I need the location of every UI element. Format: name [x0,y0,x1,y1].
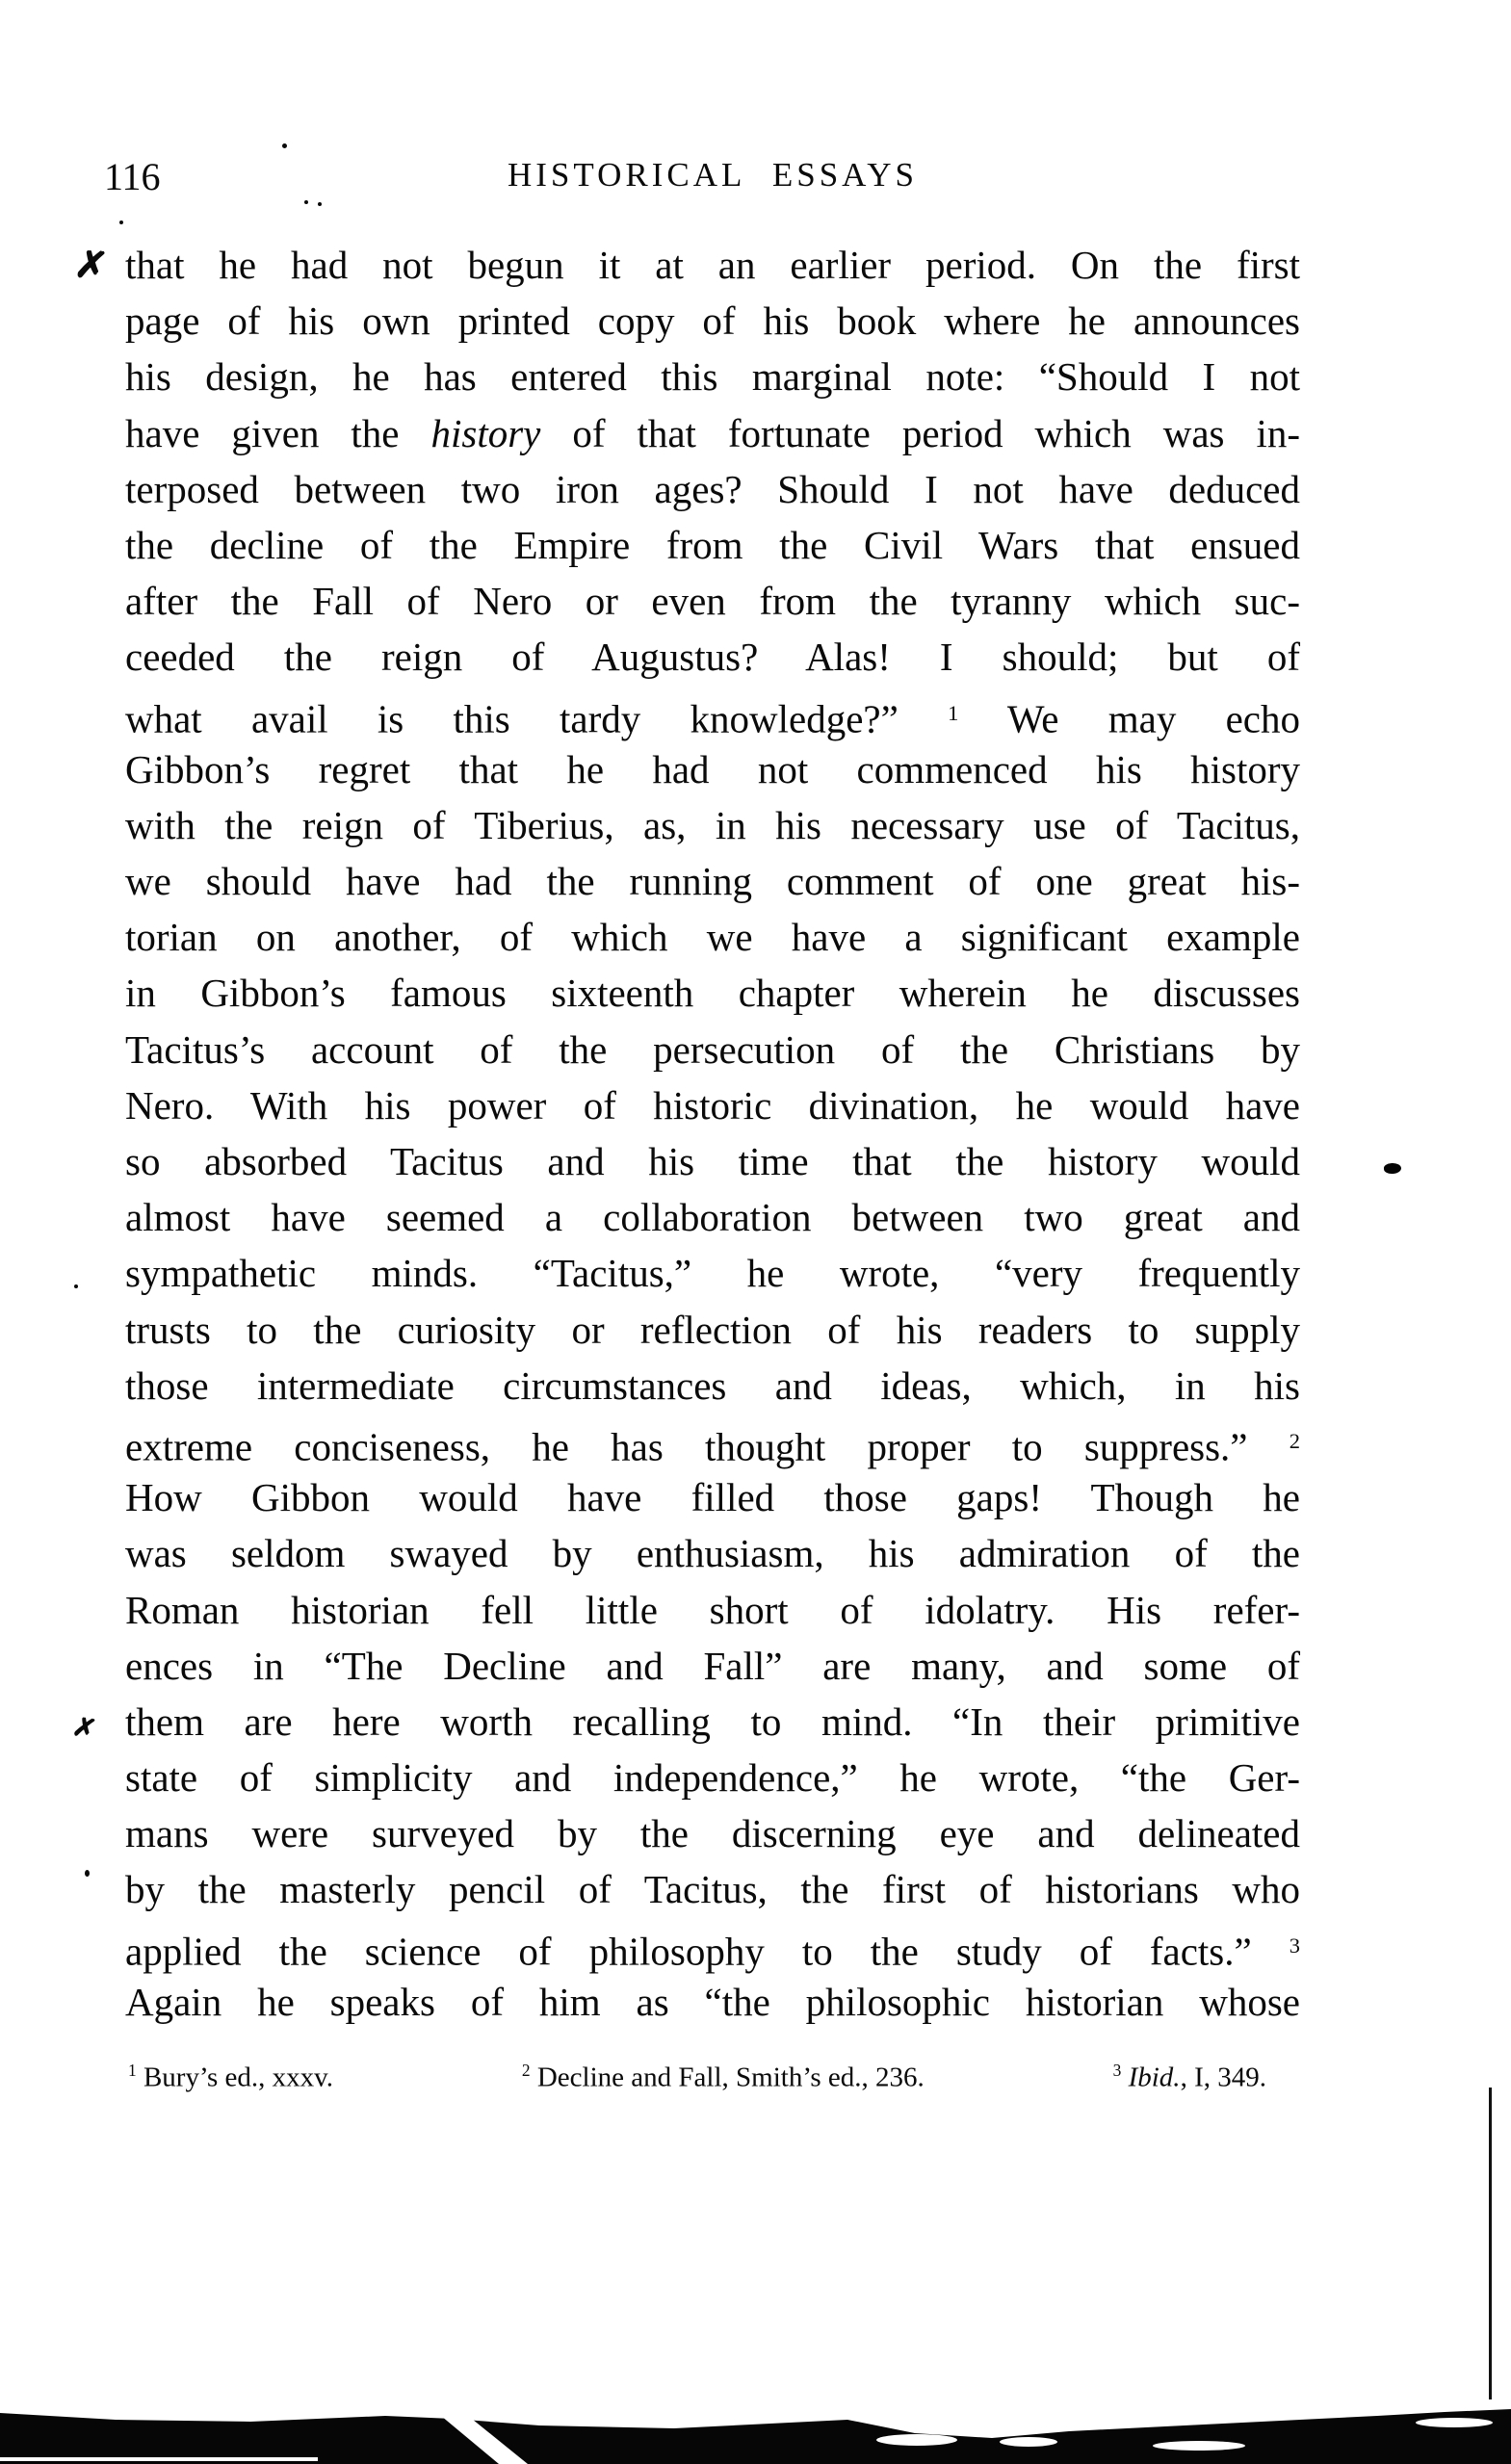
page-header [0,154,1511,206]
footnote-item: $^3$ Ibid., I, 349. [1112,2061,1266,2093]
scan-black-bar [0,2373,1511,2464]
scan-line-artifact [1489,2088,1492,2399]
text-line: page of his own printed copy of his book where he announces [125,298,1300,344]
text-line: the decline of the Empire from the Civil Wars that ensued [125,522,1300,567]
text-line: that he had not begun it at an earlier period. On the first [125,243,1300,287]
running-title: HISTORICAL ESSAYS [508,156,918,194]
text-line: almost have seemed a collaboration between two great and [125,1195,1300,1240]
text-line: in Gibbon’s famous sixteenth chapter wherein he discusses [125,971,1300,1016]
text-line: How Gibbon would have filled those gaps! Though he [125,1475,1300,1520]
scan-speck [119,220,123,224]
footnotes [128,2051,1266,2096]
scan-speck [318,202,322,206]
scan-speck [304,200,308,204]
text-line: those intermediate circumstances and ideas, which, in his [125,1362,1300,1408]
page-number: 116 [104,155,161,198]
text-line: terposed between two iron ages? Should I not have deduced [125,466,1300,511]
text-line: by the masterly pencil of Tacitus, the first of historians who [125,1867,1300,1912]
ink-dot-artifact [1384,1162,1402,1174]
handwritten-x-mark-icon: ✗ [72,241,111,290]
text-line: applied the science of philosophy to the study of facts.” $^3$ [125,1929,1300,1974]
text-line: trusts to the curiosity or reflection of his readers to supply [125,1307,1300,1352]
text-line: torian on another, of which we have a significant example [125,915,1300,960]
text-line: have given the history of that fortunate period which was in- [125,410,1300,455]
footnote-item: $^1$ Bury’s ed., xxxv. [128,2061,334,2093]
scan-speck [282,143,287,148]
text-line: them are here worth recalling to mind. “In their primitive [125,1699,1300,1744]
text-line: Nero. With his power of historic divination, he would have [125,1082,1300,1128]
text-line: his design, he has entered this marginal note: “Should I not [125,354,1300,400]
text-line: with the reign of Tiberius, as, in his necessary use of Tacitus, [125,802,1300,847]
text-line: what avail is this tardy knowledge?” $^1$ We may echo [125,695,1301,740]
text-line: sympathetic minds. “Tacitus,” he wrote, “very frequently [125,1251,1300,1296]
text-line: extreme conciseness, he has thought proper to suppress.” $^2$ [125,1424,1300,1469]
footnote-item: $^2$ Decline and Fall, Smith’s ed., 236. [521,2061,925,2093]
text-line: ences in “The Decline and Fall” are many, and some of [125,1643,1300,1688]
text-line: state of simplicity and independence,” he wrote, “the Ger- [125,1755,1300,1801]
text-line: after the Fall of Nero or even from the tyranny which suc- [125,579,1300,624]
text-line: we should have had the running comment of one great his- [125,859,1300,904]
text-line: ceeded the reign of Augustus? Alas! I should; but of [125,635,1300,680]
body-text [125,237,1300,2030]
text-line: was seldom swayed by enthusiasm, his admiration of the [125,1531,1300,1576]
text-line: mans were surveyed by the discerning eye and delineated [125,1811,1300,1856]
text-line: Tacitus’s account of the persecution of the Christians by [125,1026,1300,1072]
text-line: Roman historian fell little short of idolatry. His refer- [125,1587,1300,1632]
text-line: so absorbed Tacitus and his time that the history would [125,1139,1300,1183]
text-line: Gibbon’s regret that he had not commenced his history [125,746,1300,791]
text-line: Again he speaks of him as “the philosophic historian whose [125,1979,1300,2024]
scan-speck [85,1870,90,1877]
handwritten-x-mark-icon: ✗ [69,1711,99,1747]
scan-speck [74,1284,78,1288]
